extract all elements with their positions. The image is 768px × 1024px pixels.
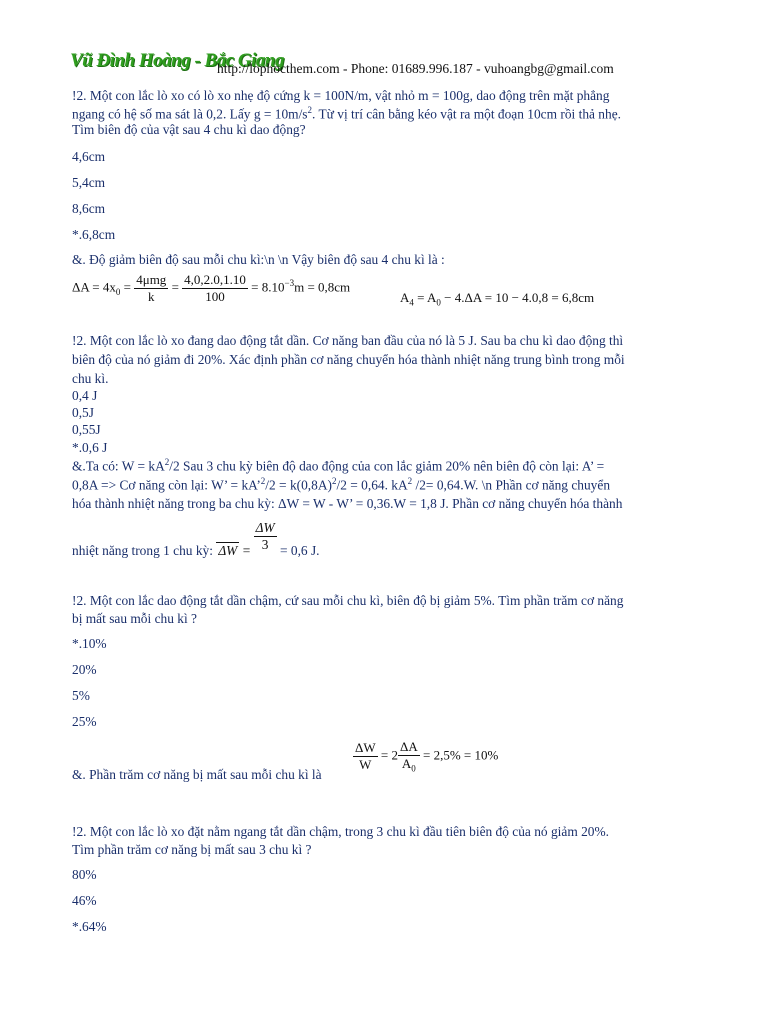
q3-option-d: 25%: [72, 714, 97, 729]
q1-option-b: 5,4cm: [72, 175, 106, 190]
q3-option-a: *.10%: [72, 636, 107, 651]
q3-line-1: !2. Một con lắc dao động tắt dần chậm, cứ sau mỗi chu kì, biên độ bị giảm 5%. Tìm phần trăm cơ năng: [72, 593, 624, 608]
q2-option-d: *.0,6 J: [72, 440, 108, 455]
q1-formula-left: $\Delta A = 4x_0$ = $\frac{\text{4μmg}}{k}$ = $\frac{4,0,2.0,1.10}{100}$ = $8.10^{-3}m = 0,8cm$: [72, 272, 351, 304]
q2-answer-line-3: hóa thành nhiệt năng trong ba chu kỳ: ΔW = W - W’ = 0,36.W = 1,8 J. Phần cơ năng chuyển hóa thành: [72, 496, 623, 511]
q1-line-1: !2. Một con lắc lò xo có lò xo nhẹ độ cứng k = 100N/m, vật nhỏ m = 100g, dao động trên mặt phẳng: [72, 88, 610, 103]
q2-option-c: 0,55J: [72, 422, 101, 437]
q3-answer-text: &. Phần trăm cơ năng bị mất sau mỗi chu kì là: [72, 767, 322, 782]
contact-line: http://lophocthem.com - Phone: 01689.996.187 - vuhoangbg@gmail.com: [217, 61, 614, 76]
q1-line-3: Tìm biên độ của vật sau 4 chu kì dao động?: [72, 122, 306, 137]
q1-option-a: 4,6cm: [72, 149, 106, 164]
q3-fraction-1: $\frac{\Delta W}{W}$: [355, 739, 376, 772]
q2-answer-line-1: &.Ta có: $W = kA^2/2$ Sau 3 chu kỳ biên độ dao động của con lắc giảm 20% nên biên độ còn lại: A’ =: [72, 457, 605, 474]
q1-option-c: 8,6cm: [72, 201, 106, 216]
q1-formula-right: $A_4 = A_0 - 4.\Delta A = 10 - 4.0,8 = 6,8cm$: [400, 290, 595, 308]
q1-line-2: ngang có hệ số ma sát là 0,2. Lấy $g = 10m/s^2$. Từ vị trí cân bằng kéo vật ra một đoạn 10cm rồi thả nhẹ.: [72, 105, 621, 122]
q2-line-3: chu kì.: [72, 371, 109, 386]
q3-fraction-2: $\frac{\Delta A}{A_0}$: [399, 739, 418, 774]
q3-line-2: bị mất sau mỗi chu kì ?: [72, 611, 197, 626]
q1-fraction-1: $\frac{\text{4μmg}}{k}$: [136, 272, 167, 304]
q2-delta-w: ΔW: [218, 543, 238, 558]
q1-option-d: *.6,8cm: [72, 227, 116, 242]
q2-answer-line-2: 0,8A => Cơ năng còn lại: W’ = kA’$^2$/2 = $k(0,8A)^2/2 = 0,64$. $kA^2$ /2= 0,64.W. \n Phần cơ năng chuyển: [72, 476, 611, 493]
q2-fraction: $\frac{\Delta W}{3}$: [255, 520, 275, 552]
q4-option-b: 46%: [72, 893, 97, 908]
q1-answer-text: &. Độ giảm biên độ sau mỗi chu kì:\n \n Vậy biên độ sau 4 chu kì là :: [72, 252, 445, 267]
q3-option-b: 20%: [72, 662, 97, 677]
q2-option-a: 0,4 J: [72, 388, 98, 403]
q4-line-2: Tìm phần trăm cơ năng bị mất sau 3 chu kì ?: [72, 842, 312, 857]
q4-option-a: 80%: [72, 867, 97, 882]
q4-line-1: !2. Một con lắc lò xo đặt nằm ngang tắt dần chậm, trong 3 chu kì đầu tiên biên độ của nó giảm 20%.: [72, 824, 609, 839]
q2-line-1: !2. Một con lắc lò xo đang dao động tắt dần. Cơ năng ban đầu của nó là 5 J. Sau ba chu kì dao động thì: [72, 333, 624, 348]
q3-option-c: 5%: [72, 688, 90, 703]
q3-formula: $\frac{\Delta W}{W}$ = 2 $\frac{\Delta A}{A_0}$ = 2,5% = 10%: [355, 739, 499, 774]
author-logo: Vũ Đình Hoàng - Bắc Giang: [70, 50, 284, 71]
q2-line-2: biên độ của nó giảm đi 20%. Xác định phần cơ năng chuyển hóa thành nhiệt năng trung bình trong mỗi: [72, 352, 625, 367]
q2-option-b: 0,5J: [72, 405, 94, 420]
q1-fraction-2: $\frac{4,0,2.0,1.10}{100}$: [184, 272, 246, 304]
q4-option-c: *.64%: [72, 919, 107, 934]
q2-answer-line-4: nhiệt năng trong 1 chu kỳ: ΔW = $\frac{\Delta W}{3}$ = 0,6 J.: [72, 520, 320, 558]
